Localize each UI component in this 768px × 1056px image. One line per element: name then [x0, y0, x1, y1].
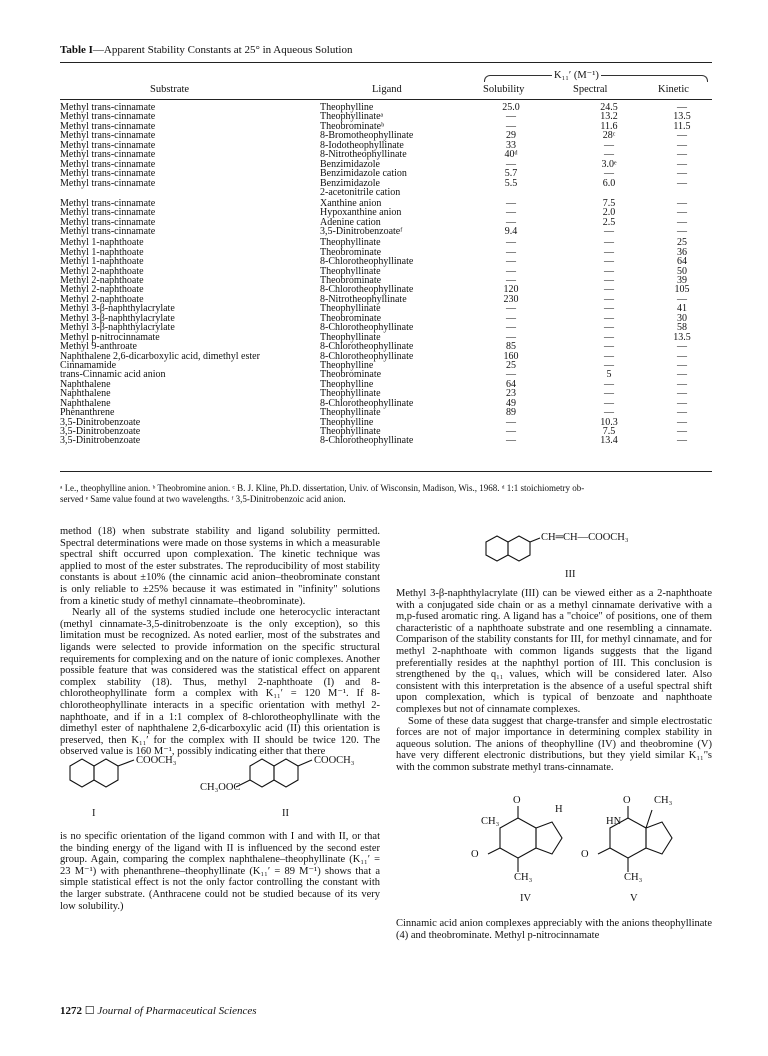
cell-spectral: — — [604, 246, 614, 258]
cell-kinetic: — — [677, 207, 687, 219]
cell-spectral: — — [604, 388, 614, 400]
cell-substrate: Methyl trans-cinnamate — [60, 168, 156, 180]
cell-ligand: Theophylline — [320, 378, 374, 390]
cell-kinetic: — — [677, 388, 687, 400]
table-title-bold: Table I — [60, 44, 93, 56]
cell-kinetic: — — [677, 426, 687, 437]
cell-spectral: 13.4 — [600, 435, 618, 447]
cell-spectral: — — [604, 322, 614, 334]
right-column-top — [396, 588, 712, 774]
cell-solubility: — — [506, 303, 516, 315]
cell-ligand: Theophyllinate — [320, 265, 381, 277]
cell-ligand: Theophyllinate — [320, 407, 381, 419]
cell-substrate: Methyl trans-cinnamate — [60, 197, 156, 209]
cell-solubility: 29 — [506, 130, 516, 142]
header-solubility: Solubility — [483, 84, 525, 95]
cell-kinetic: 13.5 — [673, 331, 691, 343]
cell-ligand: Theophyllinateᵃ — [320, 111, 384, 123]
cell-kinetic: — — [677, 359, 687, 371]
left-paragraph-2: Nearly all of the systems studied include one heterocyclic interactant (methyl cinnamate-3,5-dinitrobenzoate is the only exception), so this limitation must be recognized. As noted earlier, most of the substrates and ligands were selected to provide information on the specific structural requirements for complexing and on the nature of ionic complexes. Another possible feature that was considered was the statistical effect on apparent complex stability (18). Thus, methyl 2-naphthoate (I) and 8-chlorotheophyllinate form a complex with K₁₁′ = 120 M⁻¹. If 8-chlorotheophyllinate interacts in a specific orientation with methyl 2-naphthoate, and if in a 1:1 complex of 8-chlorotheophyllinate with the dimethyl ester of naphthalene 2,6-dicarboxylic acid (II) this orientation is preserved, then K₁₁′ for the complex with II should be twice 120. The observed value is 160 M⁻¹, possibly indicating either that there — [60, 607, 380, 758]
cell-solubility: 120 — [503, 284, 519, 296]
left-column-bottom — [60, 831, 380, 912]
cell-solubility: — — [506, 265, 516, 277]
cell-solubility: 64 — [506, 378, 516, 390]
cell-solubility: 33 — [506, 139, 516, 151]
cell-ligand: 8-Chlorotheophyllinate — [320, 397, 414, 409]
cell-kinetic: 58 — [677, 322, 687, 334]
table-row — [60, 267, 712, 276]
page-footer — [60, 1004, 257, 1017]
struct-IV-hydrogen: H — [555, 804, 563, 815]
cell-substrate: Methyl 2-naphthoate — [60, 275, 144, 286]
cell-substrate: Methyl 1-naphthoate — [60, 246, 144, 258]
table-bottom-rule — [60, 471, 712, 472]
cell-kinetic: 13.5 — [673, 111, 691, 123]
cell-solubility: 40ᵈ — [504, 149, 518, 161]
cell-ligand: 8-Chlorotheophyllinate — [320, 341, 414, 353]
cell-ligand: Theophyllinate — [320, 331, 381, 343]
cell-kinetic: — — [677, 102, 687, 113]
cell-solubility: — — [506, 256, 516, 268]
cell-spectral: — — [604, 359, 614, 371]
struct-IV-label: IV — [520, 893, 532, 904]
cell-solubility: 160 — [503, 350, 519, 362]
naphthalene-ring-I — [70, 759, 134, 787]
cell-spectral: — — [604, 293, 614, 305]
cell-ligand: Theobrominate — [320, 369, 382, 381]
cell-solubility: 49 — [506, 397, 516, 409]
journal-name: Journal of Pharmaceutical Sciences — [97, 1005, 257, 1017]
table-row — [60, 436, 712, 445]
cell-ligand: Theobrominate — [320, 246, 382, 258]
cell-substrate: Methyl trans-cinnamate — [60, 120, 156, 132]
cell-ligand: Theophyllinate — [320, 237, 381, 249]
cell-substrate: Methyl 9-anthroate — [60, 341, 137, 353]
cell-kinetic: 50 — [677, 265, 687, 277]
cell-ligand: 8-Iodotheophyllinate — [320, 139, 404, 151]
cell-solubility: — — [506, 426, 516, 437]
table-row — [60, 238, 712, 247]
cell-solubility: — — [506, 369, 516, 381]
footer-box: ☐ — [84, 1005, 95, 1017]
cell-substrate: Methyl 3-β-naphthylacrylate — [60, 303, 175, 315]
header-substrate: Substrate — [150, 84, 190, 95]
cell-kinetic: 39 — [677, 275, 687, 286]
cell-substrate: Methyl trans-cinnamate — [60, 216, 156, 228]
cell-spectral: — — [604, 407, 614, 419]
cell-solubility: — — [506, 322, 516, 334]
cell-substrate: Methyl p-nitrocinnamate — [60, 331, 160, 343]
struct-V-label: V — [630, 893, 638, 904]
struct-II-cooch3: COOCH₃ — [314, 755, 355, 766]
cell-solubility: — — [506, 435, 516, 447]
cell-substrate: Methyl 2-naphthoate — [60, 284, 144, 296]
cell-kinetic: — — [677, 397, 687, 409]
footnote-line-1: ᵃ I.e., theophylline anion. ᵇ Theobromine anion. ᶜ B. J. Kline, Ph.D. dissertation, Univ. of Wisconsin, Madison, Wis., 1968. ᵈ 1:1 stoichiometry ob- — [60, 483, 585, 493]
cell-spectral: — — [604, 237, 614, 249]
cell-ligand: Theophylline — [320, 102, 374, 113]
cell-spectral: — — [604, 275, 614, 286]
cell-kinetic: — — [677, 226, 687, 238]
cell-substrate: Methyl 1-naphthoate — [60, 237, 144, 249]
cell-solubility: — — [506, 237, 516, 249]
cell-kinetic: 36 — [677, 246, 687, 258]
right-paragraph-1: Methyl 3-β-naphthylacrylate (III) can be viewed either as a 2-naphthoate with a conjugated side chain or as a methyl cinnamate derivative with a m,p-fused aromatic ring. A ligand has a "choice" of positions, one of them characteristic of a naphthoate substrate and one resembling a cinnamate. Comparison of the stability constants for III, for methyl cinnamate, and for methyl 2-naphthoate with common ligands suggests that the ligand preferentially resides at the naphthyl portion of III. This conclusion is strengthened by the q₁₁ values, which will be considered later. Also consistent with this interpretation is the absence of a useful spectral shift upon complexation, which is typical of benzoate and naphthoate complexes but not of cinnamate complexes. — [396, 588, 712, 715]
cell-ligand: 3,5-Dinitrobenzoateᶠ — [320, 226, 403, 238]
cell-kinetic: — — [677, 149, 687, 161]
struct-V-oxygen-top: O — [623, 795, 631, 806]
cell-ligand: Theobrominateᵇ — [320, 120, 385, 132]
struct-V-hn: HN — [606, 816, 622, 827]
cell-substrate: Phenanthrene — [60, 407, 115, 419]
cell-substrate: Methyl trans-cinnamate — [60, 177, 156, 189]
cell-spectral: — — [604, 284, 614, 296]
cell-substrate: Methyl trans-cinnamate — [60, 102, 156, 113]
cell-solubility: — — [506, 216, 516, 228]
cell-substrate: Methyl 3-β-naphthylacrylate — [60, 312, 175, 324]
cell-ligand: 8-Chlorotheophyllinate — [320, 256, 414, 268]
cell-solubility: — — [506, 120, 516, 132]
table-top-rule — [60, 62, 712, 63]
cell-spectral: — — [604, 341, 614, 353]
cell-ligand: 8-Chlorotheophyllinate — [320, 284, 414, 296]
cell-solubility: — — [506, 197, 516, 209]
cell-solubility: 85 — [506, 341, 516, 353]
cell-solubility: 5.7 — [504, 168, 518, 180]
left-paragraph-1: method (18) when substrate stability and ligand solubility permitted. Spectral determinations were made on those systems in which a measurable spectral shift occurred upon complexation. The kinetic technique was applied to most of the ester substrates. The reproducibility of most stability constants is about ±10% (the cinnamic acid anion–theobrominate constant is only reliable to ±25% because it was estimated in "infinity" solutions from a kinetic study of methyl cinnamate–theobrominate). — [60, 526, 380, 607]
cell-substrate: Methyl 1-naphthoate — [60, 256, 144, 268]
cell-solubility: — — [506, 312, 516, 324]
cell-solubility: 23 — [506, 388, 516, 400]
structures-IV-V — [470, 796, 710, 906]
cell-solubility: — — [506, 158, 516, 170]
cell-ligand: 8-Chlorotheophyllinate — [320, 435, 414, 447]
cell-ligand: Theophyllinate — [320, 388, 381, 400]
cell-solubility: 25 — [506, 359, 516, 371]
naphthalene-ring-II — [236, 759, 312, 787]
cell-kinetic: — — [677, 350, 687, 362]
struct-V-ch3-bottom: CH₃ — [624, 872, 643, 883]
cell-ligand: Theophylline — [320, 416, 374, 428]
cell-kinetic: — — [677, 216, 687, 228]
cell-solubility: 230 — [503, 293, 519, 305]
cell-substrate: Methyl trans-cinnamate — [60, 139, 156, 151]
cell-kinetic: — — [677, 293, 687, 305]
table-row — [60, 399, 712, 408]
cell-spectral: 7.5 — [602, 426, 616, 437]
struct-II-label: II — [282, 808, 289, 819]
struct-I-cooch3: COOCH₃ — [136, 755, 177, 766]
table-header-rule — [60, 99, 712, 100]
right-paragraph-3: Cinnamic acid anion complexes appreciably with the anions theophyllinate (4) and theobrominate. Methyl p-nitrocinnamate — [396, 918, 712, 941]
cell-spectral: — — [604, 312, 614, 324]
cell-kinetic: 30 — [677, 312, 687, 324]
cell-substrate: Methyl trans-cinnamate — [60, 111, 156, 123]
cell-kinetic: — — [677, 130, 687, 142]
cell-solubility: — — [506, 331, 516, 343]
table-row — [60, 370, 712, 379]
struct-I-label: I — [92, 808, 96, 819]
cell-spectral: — — [604, 397, 614, 409]
cell-substrate: Methyl trans-cinnamate — [60, 149, 156, 161]
cell-spectral: 2.5 — [602, 216, 616, 228]
cell-spectral: — — [604, 168, 614, 180]
cell-spectral: — — [604, 350, 614, 362]
header-ligand: Ligand — [372, 84, 402, 95]
cell-substrate: Naphthalene — [60, 397, 111, 409]
cell-kinetic: — — [677, 341, 687, 353]
cell-spectral: 13.2 — [600, 111, 618, 123]
cell-substrate: Methyl trans-cinnamate — [60, 226, 156, 238]
cell-substrate: Cinnamamide — [60, 359, 117, 371]
cell-kinetic: — — [677, 158, 687, 170]
cell-spectral: — — [604, 265, 614, 277]
cell-spectral: 24.5 — [600, 102, 618, 113]
cell-spectral: — — [604, 331, 614, 343]
struct-III-label: III — [565, 569, 576, 580]
cell-ligand: 8-Nitrotheophyllinate — [320, 149, 407, 161]
cell-kinetic: 105 — [674, 284, 690, 296]
cell-solubility: — — [506, 207, 516, 219]
cell-spectral: — — [604, 226, 614, 238]
cell-kinetic: — — [677, 139, 687, 151]
cell-substrate: 3,5-Dinitrobenzoate — [60, 416, 141, 428]
cell-kinetic: 64 — [677, 256, 687, 268]
cell-ligand: Theobrominate — [320, 275, 382, 286]
struct-V-ch3-top: CH₃ — [654, 795, 673, 806]
table-body — [60, 103, 712, 446]
struct-IV-oxygen-left: O — [471, 849, 479, 860]
cell-kinetic: 11.5 — [673, 120, 691, 132]
cell-spectral: 10.3 — [600, 416, 618, 428]
cell-substrate: Methyl trans-cinnamate — [60, 158, 156, 170]
cell-kinetic: 25 — [677, 237, 687, 249]
cell-solubility: 5.5 — [504, 177, 518, 189]
struct-IV-ch3-n: CH₃ — [481, 816, 500, 827]
cell-ligand: 8-Chlorotheophyllinate — [320, 350, 414, 362]
cell-substrate: Methyl 2-naphthoate — [60, 265, 144, 277]
structure-III — [482, 530, 542, 572]
cell-ligand: Theophyllinate — [320, 426, 381, 437]
struct-II-ch3ooc: CH₃OOC — [200, 782, 241, 793]
cell-ligand: 2-acetonitrile cation — [320, 186, 401, 198]
header-spectral: Spectral — [573, 84, 608, 95]
cell-kinetic: — — [677, 168, 687, 180]
cell-spectral: 3.0ᵉ — [601, 158, 617, 170]
cell-substrate: Methyl 3-β-naphthylacrylate — [60, 322, 175, 334]
struct-V-oxygen-left: O — [581, 849, 589, 860]
table-row — [60, 257, 712, 266]
cell-solubility: — — [506, 111, 516, 123]
cell-kinetic: — — [677, 416, 687, 428]
cell-spectral: 11.6 — [600, 120, 618, 132]
page-number: 1272 — [60, 1005, 82, 1017]
table-footnote — [60, 483, 712, 505]
cell-solubility: — — [506, 416, 516, 428]
struct-III-side-chain: CH═CH—COOCH₃ — [541, 532, 629, 543]
cell-ligand: Xanthine anion — [320, 197, 382, 209]
cell-substrate: 3,5-Dinitrobenzoate — [60, 426, 141, 437]
header-kinetic: Kinetic — [658, 84, 689, 95]
cell-ligand: Theophylline — [320, 359, 374, 371]
cell-spectral: — — [604, 256, 614, 268]
cell-solubility: — — [506, 275, 516, 286]
cell-substrate: Methyl trans-cinnamate — [60, 207, 156, 219]
footnote-line-2: served ᵉ Same value found at two wavelengths. ᶠ 3,5-Dinitrobenzoic acid anion. — [60, 494, 346, 504]
cell-spectral: 7.5 — [602, 197, 616, 209]
cell-solubility: 25.0 — [502, 102, 520, 113]
right-column-bottom — [396, 918, 712, 941]
cell-spectral: — — [604, 303, 614, 315]
cell-kinetic: — — [677, 378, 687, 390]
cell-ligand: Benzimidazole — [320, 158, 380, 170]
cell-substrate: Naphthalene 2,6-dicarboxylic acid, dimethyl ester — [60, 350, 260, 362]
cell-ligand: 8-Chlorotheophyllinate — [320, 322, 414, 334]
cell-substrate: Naphthalene — [60, 378, 111, 390]
cell-ligand: Benzimidazole — [320, 177, 380, 189]
cell-spectral: 28ᶜ — [602, 130, 616, 142]
cell-kinetic: — — [677, 197, 687, 209]
cell-substrate: Methyl trans-cinnamate — [60, 130, 156, 142]
cell-solubility: 9.4 — [504, 226, 518, 238]
cell-ligand: Hypoxanthine anion — [320, 207, 402, 219]
cell-ligand: Adenine cation — [320, 216, 381, 228]
right-paragraph-2: Some of these data suggest that charge-transfer and simple electrostatic forces are not of major importance in determining complex stability in aqueous solution. The anions of theophylline (IV) and theobromine (V) have very different electronic distributions, but they yield similar K₁₁′'s with the common substrate methyl trans-cinnamate. — [396, 715, 712, 773]
cell-spectral: 5 — [606, 369, 612, 381]
left-paragraph-3: is no specific orientation of the ligand common with I and with II, or that the binding energy of the ligand with II is influenced by the second ester group. Again, comparing the complex naphthalene–theophyllinate (K₁₁′ = 23 M⁻¹) with phenanthrene–theophyllinate (K₁₁′ = 89 M⁻¹) shows that a simple statistical effect is not the only factor controlling the constant with the larger substrate. (Anthracene could not be studied because of its very low solubility.) — [60, 831, 380, 912]
struct-IV-oxygen-top: O — [513, 795, 521, 806]
cell-ligand: 8-Nitrotheophyllinate — [320, 293, 407, 305]
cell-spectral: — — [604, 139, 614, 151]
cell-spectral: — — [604, 149, 614, 161]
cell-solubility: 89 — [506, 407, 516, 419]
left-column-top — [60, 526, 380, 758]
table-row — [60, 227, 712, 238]
cell-kinetic: — — [677, 435, 687, 447]
cell-kinetic: 41 — [677, 303, 687, 315]
cell-kinetic: — — [677, 177, 687, 189]
cell-kinetic: — — [677, 407, 687, 419]
cell-substrate: trans-Cinnamic acid anion — [60, 369, 166, 381]
cell-ligand: Benzimidazole cation — [320, 168, 407, 180]
cell-kinetic: — — [677, 369, 687, 381]
cell-spectral: 6.0 — [602, 177, 616, 189]
cell-substrate: 3,5-Dinitrobenzoate — [60, 435, 141, 447]
cell-substrate: Naphthalene — [60, 388, 111, 400]
cell-ligand: 8-Bromotheophyllinate — [320, 130, 414, 142]
table-row — [60, 352, 712, 361]
cell-spectral: 2.0 — [602, 207, 616, 219]
cell-spectral: — — [604, 378, 614, 390]
table-row — [60, 380, 712, 389]
cell-substrate: Methyl 2-naphthoate — [60, 293, 144, 305]
cell-solubility: — — [506, 246, 516, 258]
cell-ligand: Theobrominate — [320, 312, 382, 324]
k-header-label: K₁₁′ (M⁻¹) — [554, 70, 599, 81]
struct-IV-ch3-bottom: CH₃ — [514, 872, 533, 883]
table-title-text: —Apparent Stability Constants at 25° in Aqueous Solution — [92, 44, 353, 56]
table-caption — [60, 44, 352, 56]
cell-ligand: Theophyllinate — [320, 303, 381, 315]
